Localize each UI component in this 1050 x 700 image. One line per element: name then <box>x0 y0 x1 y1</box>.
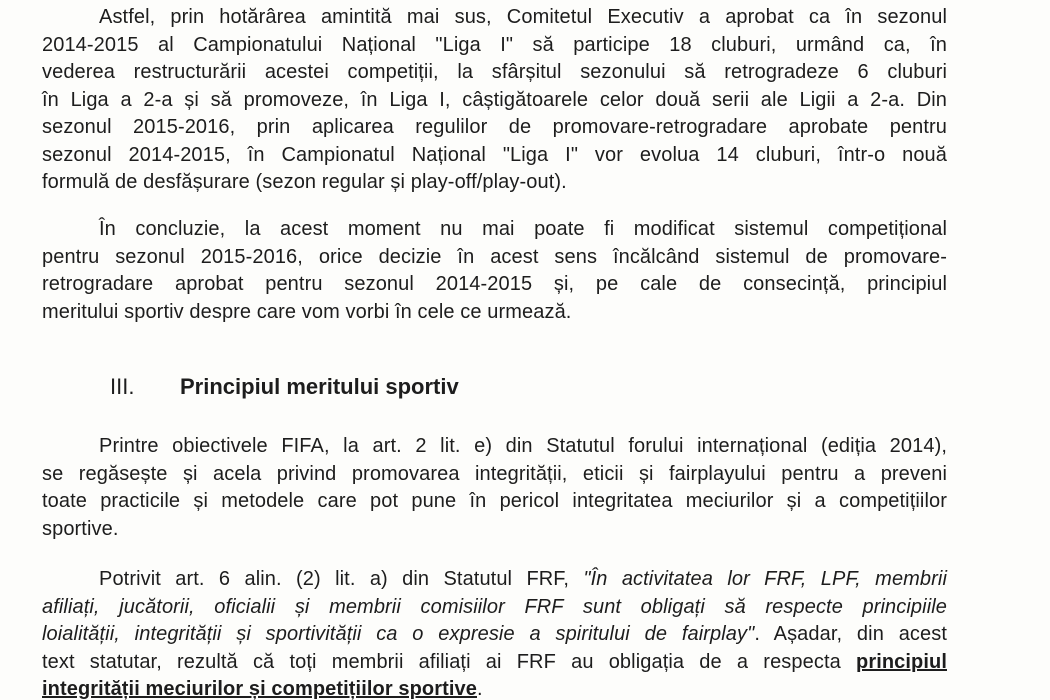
paragraph-line: meritului sportiv despre care vom vorbi în cele ce urmează. <box>42 300 572 323</box>
paragraph-line: 2014-2015 al Campionatului Național "Liga I" să participe 18 cluburi, urmând ca, în <box>42 33 947 56</box>
paragraph-line: pentru sezonul 2015-2016, orice decizie în acest sens încălcând sistemul de promovare- <box>42 245 947 268</box>
paragraph-line <box>42 649 947 677</box>
paragraph-line: retrogradare aprobat pentru sezonul 2014-2015 și, pe cale de consecință, principiul <box>42 273 947 295</box>
paragraph-line <box>42 621 947 649</box>
emphasized-principle: principiul <box>856 650 947 673</box>
paragraph-text: . Așadar, din acest <box>754 623 948 645</box>
paragraph-line: vederea restructurării acestei competiții, la sfârșitul sezonului să retrogradeze 6 cluburi <box>42 61 947 83</box>
paragraph-conclusion <box>42 216 947 326</box>
section-title: Principiul meritului sportiv <box>180 374 459 399</box>
paragraph-text: text statutar, rezultă că toți membrii afiliați ai FRF au obligația de a respecta <box>42 650 856 673</box>
paragraph-line <box>42 566 947 594</box>
paragraph-line: sportive. <box>42 517 119 540</box>
emphasized-principle: integrității meciurilor și competițiilor sportive <box>42 678 477 700</box>
section-heading <box>110 374 459 400</box>
statute-quote: "În activitatea lor FRF, LPF, membrii <box>583 568 947 590</box>
paragraph-frf-statute <box>42 566 947 700</box>
paragraph-line: în Liga a 2-a și să promoveze, în Liga I, câștigătoarele celor două serii ale Ligii a 2-a. Din <box>42 88 947 111</box>
paragraph-line: Printre obiectivele FIFA, la art. 2 lit. e) din Statutul forului internațional (ediția 2014), <box>99 435 947 457</box>
paragraph-line <box>42 676 947 700</box>
paragraph-line: formulă de desfășurare (sezon regular și play-off/play-out). <box>42 171 567 193</box>
paragraph-line: se regăsește și acela privind promovarea integrității, eticii și fairplayului pentru a preveni <box>42 462 947 485</box>
statute-quote: loialității, integrității și sportivității ca o expresie a spiritului de fairplay" <box>42 623 755 645</box>
paragraph-line: toate practicile și metodele care pot pune în pericol integritatea meciurilor și a competițiilor <box>42 490 947 512</box>
paragraph-fifa-objectives <box>42 433 947 543</box>
paragraph-line: sezonul 2015-2016, prin aplicarea regulilor de promovare-retrogradare aprobate pentru <box>42 116 947 138</box>
paragraph-line: Astfel, prin hotărârea amintită mai sus, Comitetul Executiv a aprobat ca în sezonul <box>99 6 947 28</box>
statute-quote: afiliați, jucătorii, oficialii și membrii comisiilor FRF sunt obligați să respecte principiile <box>42 595 947 618</box>
statute-reference: Potrivit art. 6 alin. (2) lit. a) din Statutul FRF, <box>99 568 584 590</box>
paragraph-line: sezonul 2014-2015, în Campionatul Național "Liga I" vor evolua 14 cluburi, într-o nouă <box>42 143 947 166</box>
paragraph-restructuring <box>42 4 947 197</box>
section-number: III. <box>110 374 135 399</box>
paragraph-text: . <box>477 678 483 700</box>
paragraph-line: În concluzie, la acest moment nu mai poate fi modificat sistemul competițional <box>99 218 947 240</box>
